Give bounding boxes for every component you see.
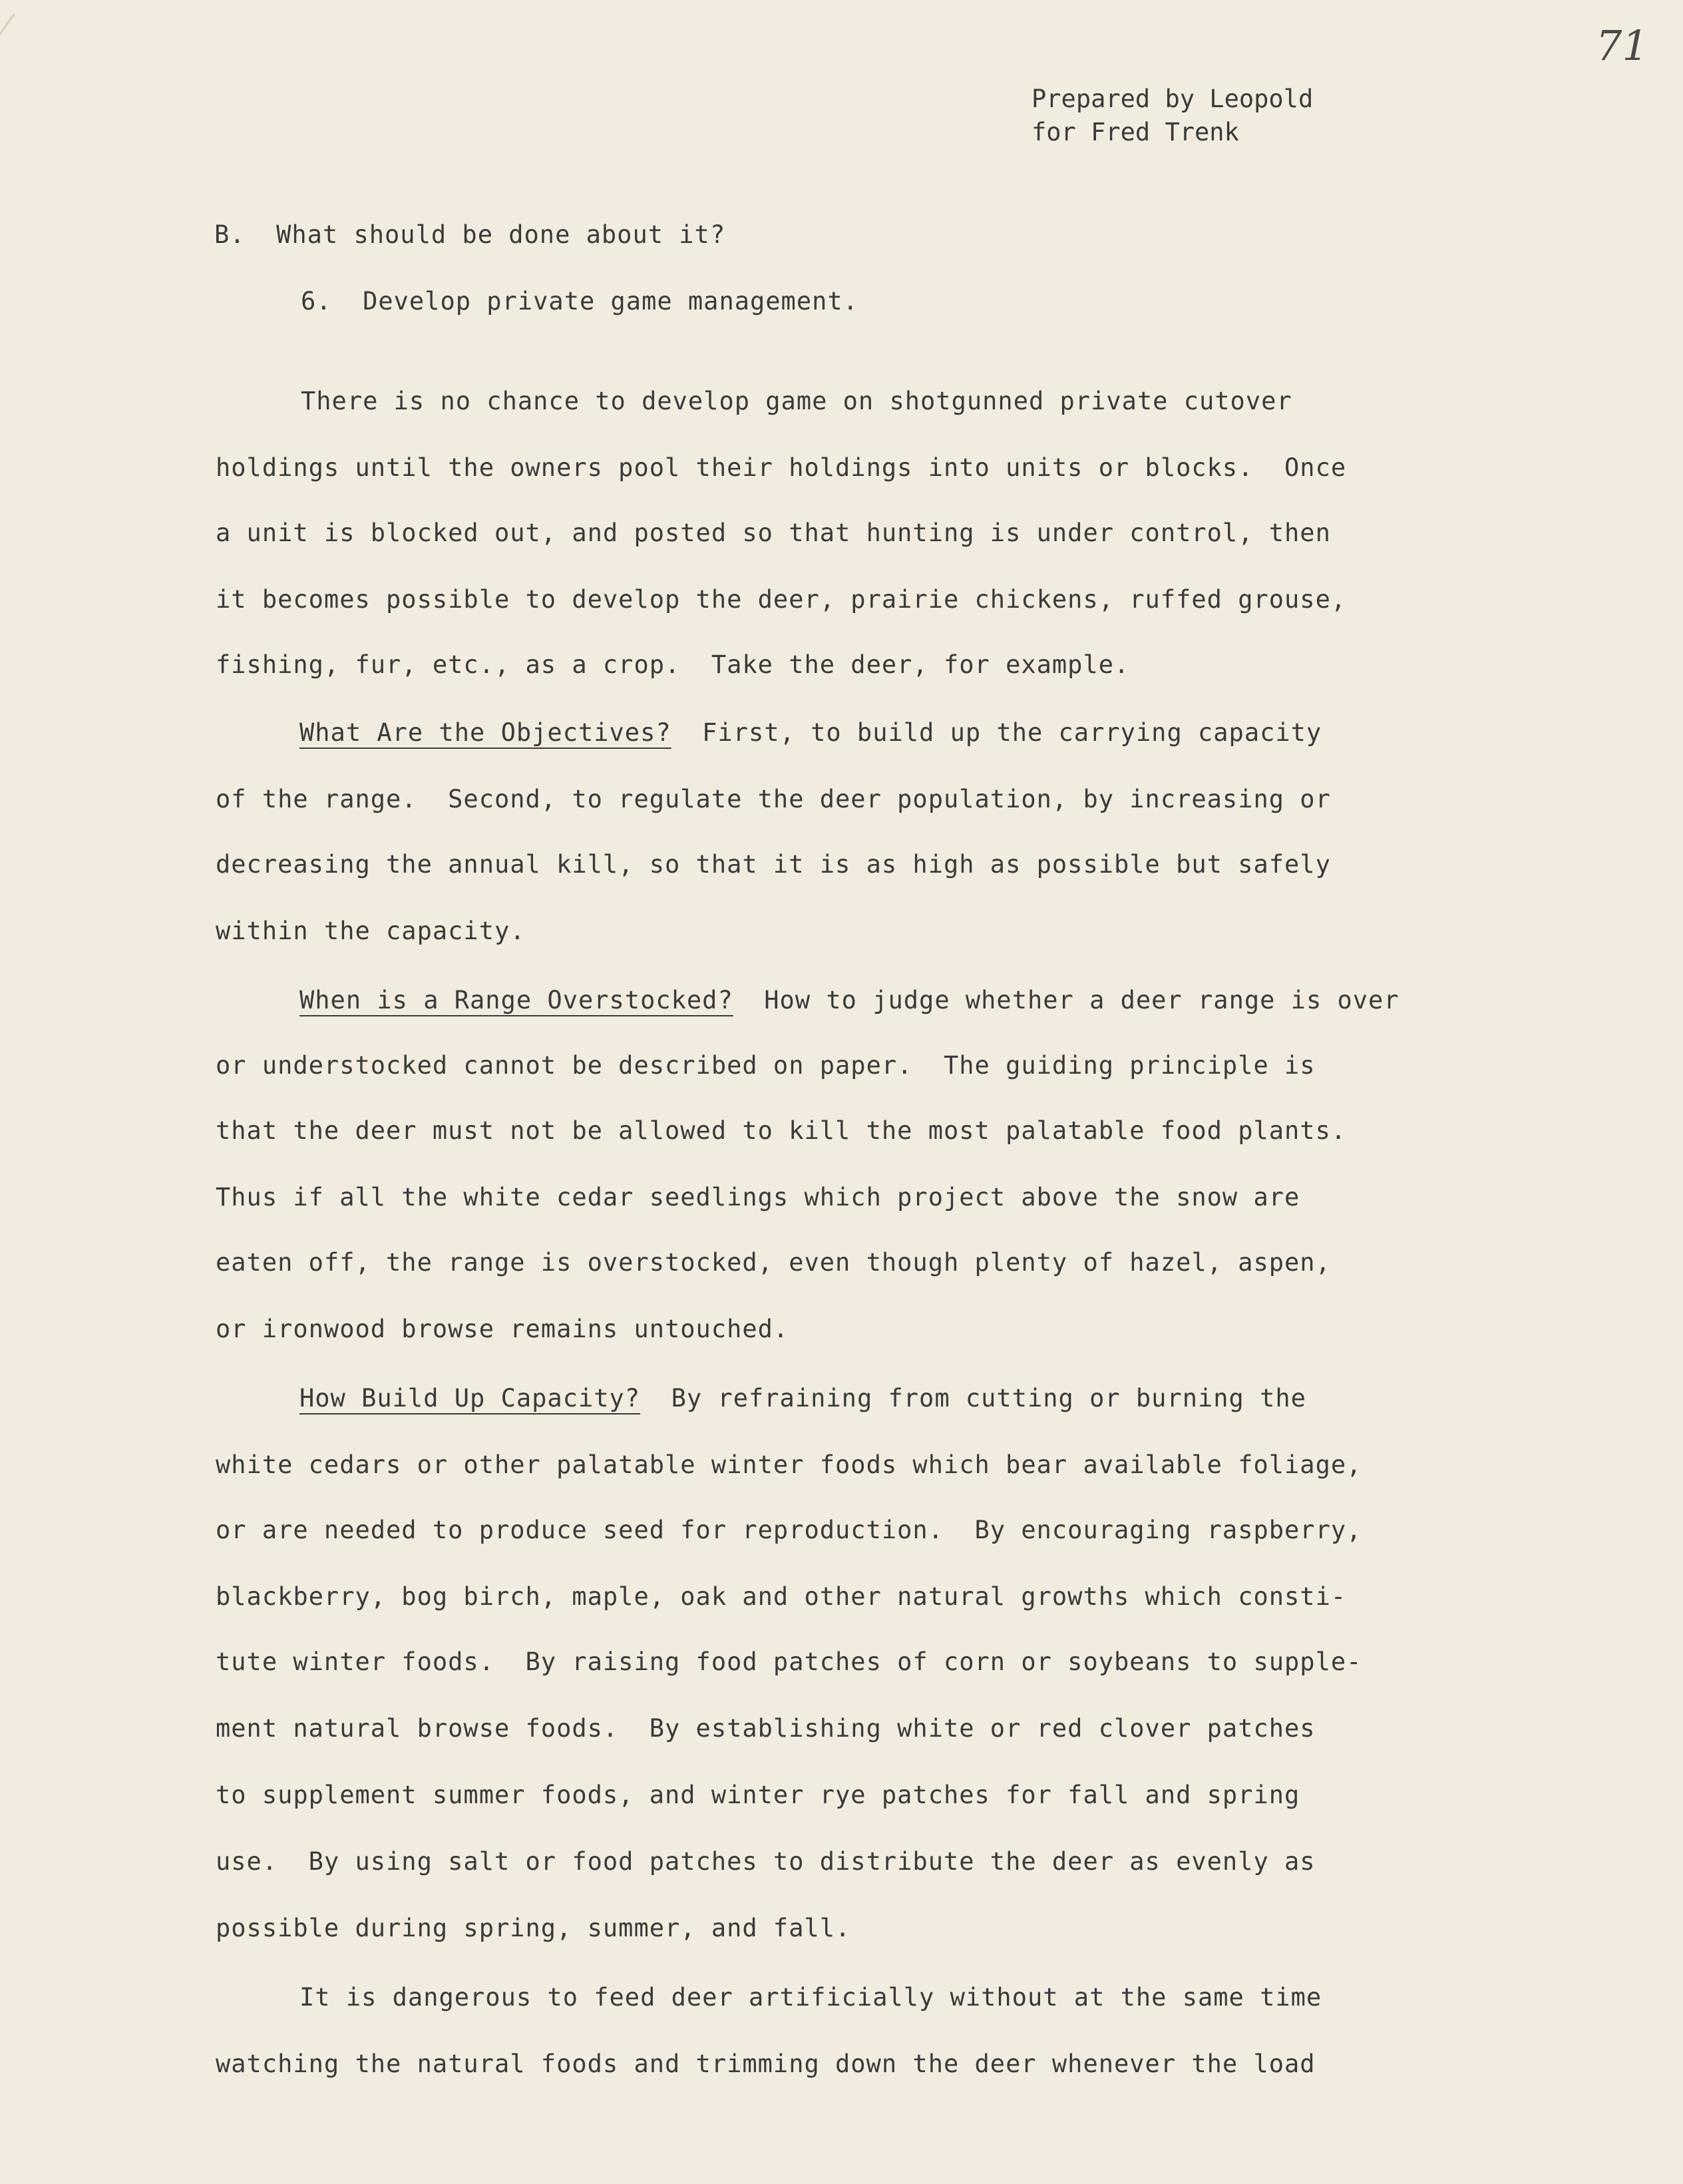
overstocked-first-rest: How to judge whether a deer range is over: [733, 986, 1400, 1014]
attribution-line-2: for Fred Trenk: [1031, 118, 1239, 146]
capacity-line-2: white cedars or other palatable winter foods which bear available foliage,: [216, 1450, 1362, 1479]
overstocked-line-5: eaten off, the range is overstocked, even though plenty of hazel, aspen,: [216, 1248, 1331, 1277]
intro-line-5: fishing, fur, etc., as a crop. Take the deer, for example.: [216, 650, 1130, 679]
attribution: [1031, 83, 1313, 149]
handwritten-page-number: 71: [1596, 21, 1648, 70]
outline-item: 6. Develop private game management.: [301, 287, 858, 316]
capacity-line-7: to supplement summer foods, and winter rye patches for fall and spring: [216, 1781, 1300, 1809]
feeding-line-2: watching the natural foods and trimming down the deer whenever the load: [216, 2050, 1316, 2078]
capacity-line-4: blackberry, bog birch, maple, oak and other natural growths which consti-: [216, 1582, 1347, 1611]
objectives-line-3: decreasing the annual kill, so that it is as high as possible but safely: [216, 850, 1331, 879]
attribution-line-1: Prepared by Leopold: [1031, 85, 1314, 113]
capacity-line-3: or are needed to produce seed for reproduction. By encouraging raspberry,: [216, 1516, 1362, 1544]
intro-line-1: There is no chance to develop game on shotgunned private cutover: [301, 387, 1292, 415]
capacity-line-8: use. By using salt or food patches to distribute the deer as evenly as: [216, 1847, 1316, 1876]
intro-line-2: holdings until the owners pool their holdings into units or blocks. Once: [216, 453, 1347, 482]
overstocked-line-2: or understocked cannot be described on paper. The guiding principle is: [216, 1051, 1316, 1080]
capacity-line-9: possible during spring, summer, and fall.: [216, 1914, 851, 1942]
objectives-line-4: within the capacity.: [216, 917, 526, 945]
capacity-first-rest: By refraining from cutting or burning the: [640, 1384, 1306, 1413]
objectives-heading: What Are the Objectives?: [299, 718, 671, 747]
overstocked-line-3: that the deer must not be allowed to kill the most palatable food plants.: [216, 1116, 1347, 1145]
overstocked-line-4: Thus if all the white cedar seedlings which project above the snow are: [216, 1183, 1300, 1211]
capacity-line-5: tute winter foods. By raising food patches of corn or soybeans to supple-: [216, 1647, 1362, 1676]
capacity-line-6: ment natural browse foods. By establishing white or red clover patches: [216, 1714, 1316, 1743]
intro-line-4: it becomes possible to develop the deer, prairie chickens, ruffed grouse,: [216, 585, 1347, 614]
overstocked-first-line: [299, 984, 1400, 1017]
paper-crease: [0, 13, 135, 240]
objectives-line-2: of the range. Second, to regulate the deer population, by increasing or: [216, 785, 1331, 813]
overstocked-line-6: or ironwood browse remains untouched.: [216, 1315, 789, 1343]
overstocked-heading: When is a Range Overstocked?: [299, 986, 733, 1014]
objectives-first-line: [299, 716, 1322, 750]
capacity-first-line: [299, 1382, 1306, 1415]
objectives-first-rest: First, to build up the carrying capacity: [671, 718, 1322, 747]
capacity-heading: How Build Up Capacity?: [299, 1384, 641, 1413]
outline-section: B. What should be done about it?: [214, 220, 726, 249]
intro-line-3: a unit is blocked out, and posted so that hunting is under control, then: [216, 519, 1331, 547]
feeding-line-1: It is dangerous to feed deer artificially without at the same time: [299, 1983, 1322, 2012]
